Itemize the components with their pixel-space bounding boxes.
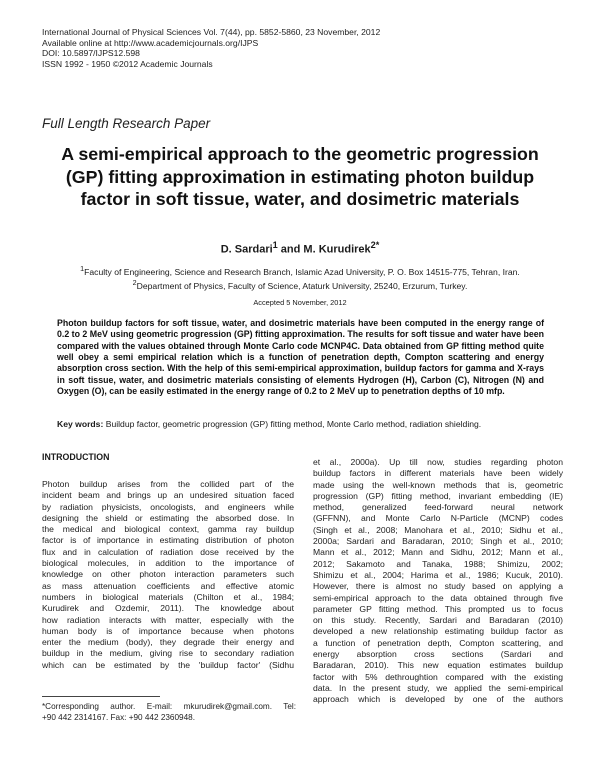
keywords-text: Buildup factor, geometric progression (GP) fitting method, Monte Carlo method, radiation shielding. [105,419,482,429]
text-line: data. In the present study, we applied the semi-empirical [313,682,563,693]
journal-info [42,27,380,69]
text-line: numbers in biological materials (Chilton et al., 1984; [42,591,294,602]
text-line: Kurudirek and Ozdemir, 2011). The knowledge about [42,603,294,614]
author-2-superscript: 2* [370,240,380,250]
affiliation-1-superscript: 1 [80,265,85,273]
text-line: made using the well-known methods that is, geometric [313,479,563,490]
text-line: buildup factors in different materials have been widely [313,468,563,479]
text-line: Mann et al., 2012; Mann and Sidhu, 2012; Mann et al., [313,547,563,558]
text-line: Shimizu et al., 2004; Harima et al., 1986; Kucuk, 2010). [313,569,563,580]
footnote-line: *Corresponding author. E-mail: mkurudirek@gmail.com. Tel: [42,702,296,711]
corresponding-author-footnote [42,702,296,724]
footnote-divider [42,696,160,697]
authors [0,240,600,256]
affiliation-1-text: Faculty of Engineering, Science and Research Branch, Islamic Azad University, P. O. Box 14515-775, Tehran, Iran. [84,266,520,277]
abstract: Photon buildup factors for soft tissue, water, and dosimetric materials have been computed in the energy range of 0.2 to 2 MeV using geometric progression (GP) fitting approximation. The results for soft tissue and water have been compared with the values obtained through Monte Carlo code MCNP4C. Data obtained from GP fitting method quite well obey a semi empirical relation which is a function of penetration depth, Compton scattering and energy absorption cross section. With the help of this semi-empirical approximation, buildup factors for gamma and X-rays in soft tissue, water, and dosimetric materials consisting of elements Hydrogen (H), Carbon (C), Nitrogen (N) and Oxygen (O), can be easily estimated in the energy range of 0.2 to 2 MeV up to penetration depths of 10 mfp. [57,318,544,397]
keywords-label: Key words: [57,419,104,429]
text-line: human body is of importance because when photons [42,625,294,636]
author-1-superscript: 1 [272,240,278,250]
text-line: approach which is developed by one of the authors [313,694,563,705]
affiliations [20,264,580,293]
text-line: by radiation physicists, oncologists, and engineers while [42,501,294,512]
text-line: 2000a; Sardari and Baradaran, 2010; Singh et al., 2010; [313,536,563,547]
text-line: semi-empirical approach to the data obtained through five [313,592,563,603]
author-joiner: and [277,243,304,256]
text-line: factor is of importance in estimating distribution of photon [42,535,294,546]
paper-title: A semi-empirical approach to the geometric progression (GP) fitting approximation in estimating photon buildup factor in soft tissue, water, and dosimetric materials [61,144,539,209]
text-line: a function of penetration depth, Compton scattering, and [313,637,563,648]
text-line: (GFFNN), and Monte Carlo N-Particle (MCNP) codes [313,513,563,524]
text-line: energy absorption cross sections (Sardari and [313,649,563,660]
text-line: (Singh et al., 2008; Manohara et al., 2010; Sidhu et al., [313,524,563,535]
text-line: as mass attenuation coefficients and effective atomic [42,580,294,591]
paper-type: Full Length Research Paper [42,116,211,131]
text-line: Photon buildup arises from the collided part of the [42,479,294,489]
text-line: method, generalized feed-forward neural network [313,502,563,513]
footnote-line: +90 442 2314167. Fax: +90 442 2360948. [42,712,195,722]
text-line: progression (GP) fitting method, invariant embedding (IE) [313,490,563,501]
text-line: buildup in the medium, giving rise to secondary radiation [42,648,294,659]
text-line: 2012; Sakamoto and Tanaka, 1988; Shimizu, 2002; [313,558,563,569]
affiliation-2 [20,278,580,292]
left-column-text [42,479,294,671]
text-line: how radiation interacts with matter, especially with the [42,614,294,625]
text-line: biological molecules, in addition to the importance of [42,558,294,569]
text-line: on this study. Recently, Sardari and Baradaran (2010) [313,615,563,626]
author-2: M. Kurudirek [303,243,371,256]
text-line: developed a new relationship estimating buildup factor as [313,626,563,637]
text-line: incident beam and brings up an undesired situation faced [42,490,294,501]
accepted-date: Accepted 5 November, 2012 [253,298,347,307]
text-line: flux and in calculation of radiation dose received by the [42,546,294,557]
text-line: et al., 2000a). Up till now, studies regarding photon [313,457,563,467]
text-line: knowledge on other photon interaction parameters such [42,569,294,580]
journal-issn: ISSN 1992 - 1950 ©2012 Academic Journals [42,58,213,69]
text-line: designing the shield or estimating the absorbed dose. In [42,512,294,523]
keywords [57,419,557,429]
author-1: D. Sardari [220,243,273,256]
text-line: which can be estimated by the 'buildup factor' (Sidhu [42,659,294,670]
right-column-text [313,457,563,706]
text-line: However, there is almost no study based on applying a [313,581,563,592]
affiliation-2-superscript: 2 [132,279,137,288]
journal-citation: International Journal of Physical Sciences Vol. 7(44), pp. 5852-5860, 23 November, 2012 [42,27,381,37]
text-line: Baradaran, 2010). This new equation estimates buildup [313,660,563,671]
introduction-heading: INTRODUCTION [42,452,110,462]
text-line: factor with 5% dethroughtion compared with the existing [313,671,563,682]
affiliation-1 [20,264,580,278]
text-line: parameter GP fitting method. This prompted us to focus [313,603,563,614]
journal-doi: DOI: 10.5897/IJPS12.598 [42,48,140,59]
text-line: enter the medium (body), they degrade their energy and [42,637,294,648]
journal-availability: Available online at http://www.academicjournals.org/IJPS [42,37,259,48]
text-line: the medical and biological context, gamma ray buildup [42,524,294,535]
affiliation-2-text: Department of Physics, Faculty of Science, Ataturk University, 25240, Erzurum, Turkey. [136,281,468,292]
